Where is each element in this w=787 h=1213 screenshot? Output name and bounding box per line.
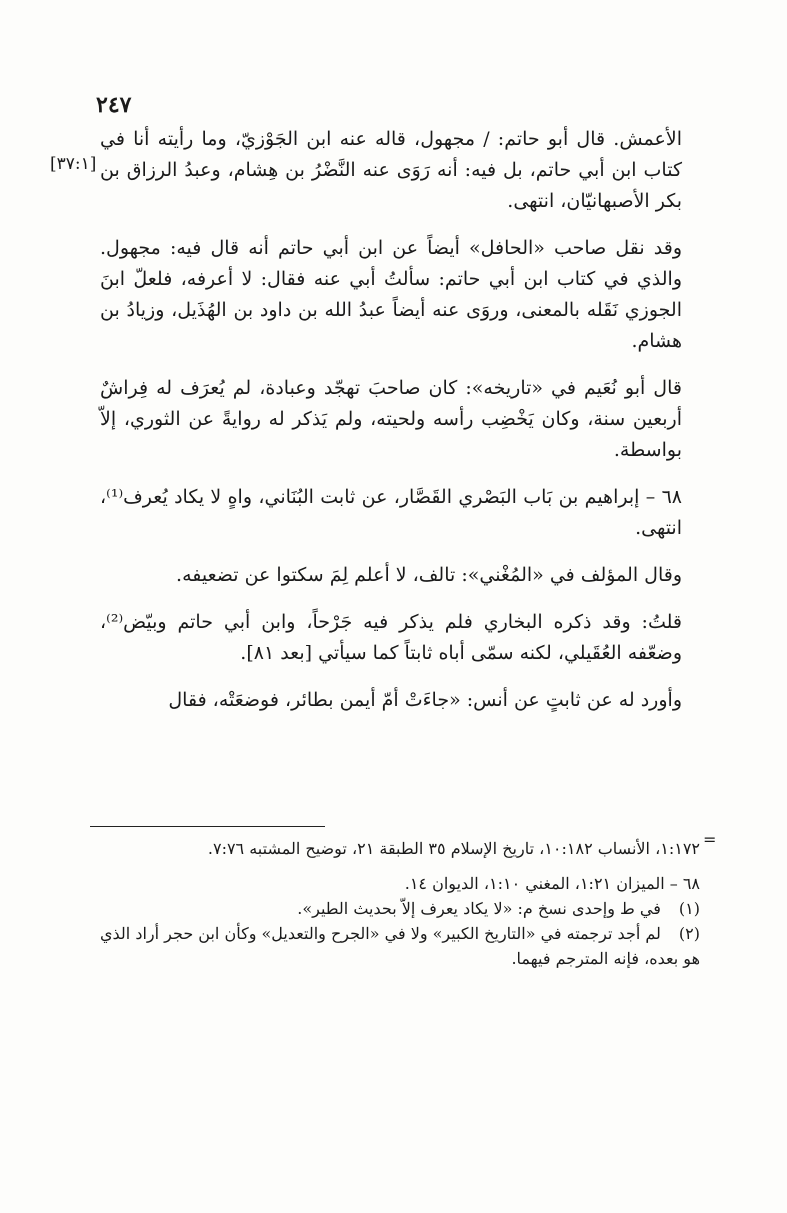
paragraph-3: قال أبو نُعَيم في «تاريخه»: كان صاحبَ تهجّد وعبادة، لم يُعرَف له فِراشٌ أربعين سنة، وكان يَخْضِب رأسه ولحيته، ولم يَذكر له روايةً عن الثوري، إلاّ بواسطة. (100, 377, 682, 461)
footnote-2 (100, 921, 700, 971)
paragraph-5: وقال المؤلف في «المُغْني»: تالف، لا أعلم لِمَ سكتوا عن تضعيفه. (176, 564, 682, 586)
footnote-1-number: (١) (678, 899, 700, 918)
footnote-1 (100, 896, 700, 921)
entry-68: ٦٨ – إبراهيم بن بَاب البَصْري القَصَّار، عن ثابت البُنَاني، واهٍ لا يكاد يُعرف⁽¹⁾، انتهى. (100, 486, 682, 539)
continuation-mark: = (703, 830, 717, 849)
paragraph-7: وأورد له عن ثابتٍ عن أنس: «جاءَتْ أمّ أيمن بطائر، فوضعَتْه، فقال (168, 689, 682, 711)
footnote-divider (90, 826, 325, 827)
footnote-2-number: (٢) (678, 924, 700, 943)
footnote-2-text: لم أجد ترجمته في «التاريخ الكبير» ولا في «الجرح والتعديل» وكأن ابن حجر أراد الذي هو بعده، فإنه المترجم فيهما. (100, 924, 700, 968)
footnote-sources-68: ٦٨ – الميزان ١:٢١، المغني ١:١٠، الديوان ١٤. (404, 874, 700, 893)
main-text (100, 124, 682, 716)
paragraph-2: وقد نقل صاحب «الحافل» أيضاً عن ابن أبي حاتم أنه قال فيه: مجهول. والذي في كتاب ابن أبي حاتم: سألتُ أبي عنه فقال: لا أعرفه، فلعلّ ابنَ الجوزي نَقَله بالمعنى، وروَى عنه أيضاً عبدُ الله بن داود بن الهُذَيل، وزيادُ بن هشام. (100, 237, 682, 352)
margin-reference: [٣٧:١] (50, 154, 97, 174)
footnote-1-text: في ط وإحدى نسخ م: «لا يكاد يعرف إلاّ بحديث الطير». (297, 899, 661, 918)
footnote-continued: ١:١٧٢، الأنساب ١٠:١٨٢، تاريخ الإسلام ٣٥ الطبقة ٢١، توضيح المشتبه ٧:٧٦. (207, 839, 700, 858)
paragraph-6: قلتُ: وقد ذكره البخاري فلم يذكر فيه جَرْحاً، وابن أبي حاتم وبيّض⁽²⁾، وضعّفه العُقَيلي، لكنه سمّى أباه ثابتاً كما سيأتي [بعد ٨١]. (100, 611, 682, 664)
page-number: ٢٤٧ (96, 92, 132, 118)
paragraph-1: الأعمش. قال أبو حاتم: / مجهول، قاله عنه ابن الجَوْزيّ، وما رأيته أنا في كتاب ابن أبي حاتم، بل فيه: أنه رَوَى عنه النَّضْرُ بن هِشام، وعبدُ الرزاق بن بكر الأصبهانيّان، انتهى. (100, 128, 682, 212)
footnotes (100, 836, 700, 971)
